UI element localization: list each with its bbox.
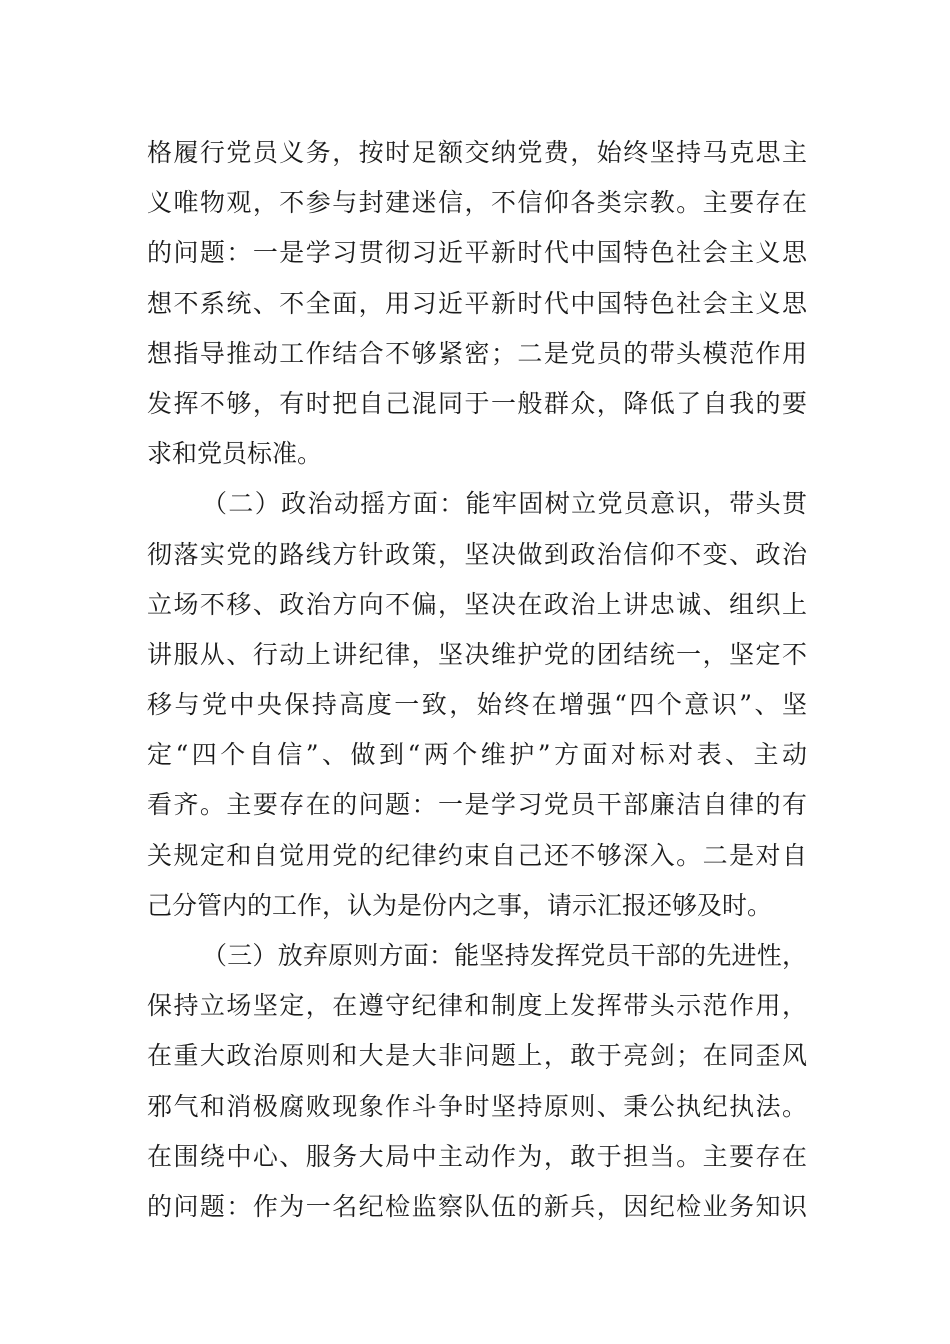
- text-line: 关规定和自觉用党的纪律约束自己还不够深入。二是对自: [147, 840, 807, 870]
- text-line: 的问题：一是学习贯彻习近平新时代中国特色社会主义思: [147, 238, 807, 268]
- paragraph-1: [147, 128, 807, 479]
- text-line: 想指导推动工作结合不够紧密；二是党员的带头模范作用: [147, 338, 807, 368]
- text-line: 义唯物观，不参与封建迷信，不信仰各类宗教。主要存在: [147, 188, 807, 218]
- document-body: [147, 128, 807, 1232]
- paragraph-2: [147, 479, 807, 931]
- text-line: （二）政治动摇方面：能牢固树立党员意识，带头贯: [202, 489, 807, 519]
- text-line: 彻落实党的路线方针政策，坚决做到政治信仰不变、政治: [147, 539, 807, 569]
- text-line: 看齐。主要存在的问题：一是学习党员干部廉洁自律的有: [147, 790, 807, 820]
- text-line: 定“四个自信”、做到“两个维护”方面对标对表、主动: [147, 740, 807, 770]
- text-line: 立场不移、政治方向不偏，坚决在政治上讲忠诚、组织上: [147, 589, 807, 619]
- text-line: 移与党中央保持高度一致，始终在增强“四个意识”、坚: [147, 690, 807, 720]
- text-line: 邪气和消极腐败现象作斗争时坚持原则、秉公执纪执法。: [147, 1091, 807, 1121]
- text-line: 想不系统、不全面，用习近平新时代中国特色社会主义思: [147, 288, 807, 318]
- text-line: 求和党员标准。: [147, 439, 323, 469]
- text-line: 在重大政治原则和大是大非问题上，敢于亮剑；在同歪风: [147, 1041, 807, 1071]
- text-line: 发挥不够，有时把自己混同于一般群众，降低了自我的要: [147, 388, 807, 418]
- text-line: （三）放弃原则方面：能坚持发挥党员干部的先进性，: [202, 941, 807, 970]
- text-line: 在围绕中心、服务大局中主动作为，敢于担当。主要存在: [147, 1141, 807, 1171]
- text-line: 格履行党员义务，按时足额交纳党费，始终坚持马克思主: [147, 138, 807, 167]
- paragraph-3: [147, 931, 807, 1232]
- text-line: 己分管内的工作，认为是份内之事，请示汇报还够及时。: [147, 890, 773, 920]
- text-line: 的问题：作为一名纪检监察队伍的新兵，因纪检业务知识: [147, 1191, 807, 1221]
- text-line: 讲服从、行动上讲纪律，坚决维护党的团结统一，坚定不: [147, 639, 807, 669]
- text-line: 保持立场坚定，在遵守纪律和制度上发挥带头示范作用，: [147, 991, 807, 1021]
